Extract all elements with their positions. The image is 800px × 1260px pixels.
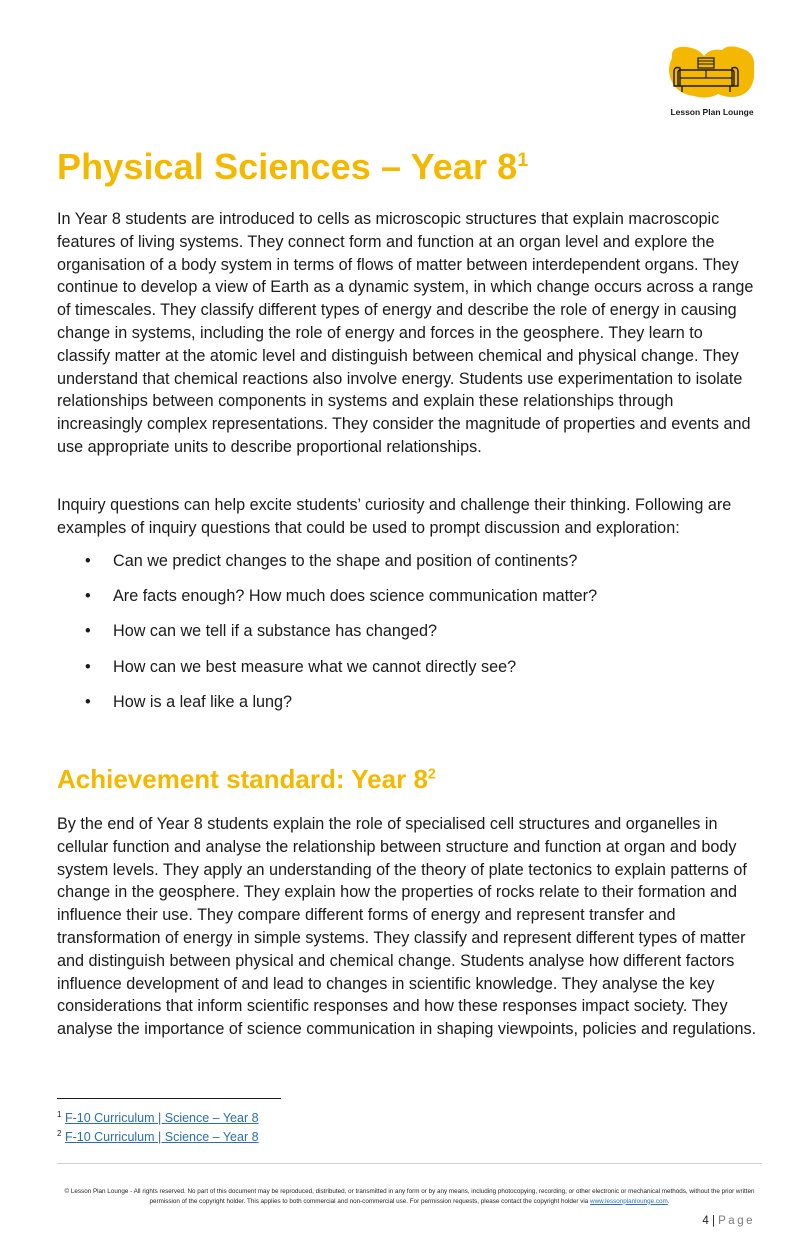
question-text: Are facts enough? How much does science communication matter? [113, 587, 598, 606]
achievement-heading [57, 764, 436, 795]
page-number-value: 4 [702, 1215, 709, 1227]
achievement-paragraph: By the end of Year 8 students explain the role of specialised cell structures and organelles in cellular function and analyse the relationship between structure and function at organ and body system levels. They apply an understanding of the theory of plate tectonics to explain patterns of change in the geosphere. They explain how the properties of rocks relate to their formation and influence their use. They compare different forms of energy and represent transfer and transformation of energy in simple systems. They classify and represent different types of matter and distinguish between physical and chemical change. Students analyse how different factors influence development of and lead to changes in scientific knowledge. They analyse the key considerations that inform scientific responses and how these responses impact society. They analyse the importance of science communication in shaping viewpoints, policies and regulations. [57, 815, 757, 1039]
question-text: How can we tell if a substance has changed? [113, 622, 437, 641]
page-title [57, 146, 528, 188]
page-title-text: Physical Sciences – Year 8 [57, 146, 518, 187]
lesson-plan-lounge-logo [664, 44, 760, 124]
bullet-icon: • [85, 587, 91, 606]
footnote-ref[interactable]: 1 [517, 149, 529, 171]
bullet-icon: • [85, 692, 91, 711]
bullet-icon: • [85, 657, 91, 676]
question-text: Can we predict changes to the shape and position of continents? [113, 552, 578, 570]
intro-paragraph: In Year 8 students are introduced to cells as microscopic structures that explain macroscopic features of living systems. They connect form and function at an organ level and explore the organisation of a body system in terms of flows of matter between interdependent organs. They continue to develop a view of Earth as a dynamic system, in which change occurs across a range of timescales. They classify different types of energy and describe the role of energy in causing change in systems, including the role of energy and forces in the geosphere. They learn to classify matter at the atomic level and distinguish between chemical and physical change. They understand that chemical reactions also involve energy. Students use experimentation to isolate relationships between components in systems and explain these relationships through increasingly complex representations. They consider the magnitude of properties and events and use appropriate units to describe proportional relationships. [57, 210, 754, 456]
footnote-number: 1 [57, 1109, 62, 1119]
inquiry-question-list [57, 550, 757, 726]
footnote-divider [57, 1098, 281, 1099]
copyright-end: . [667, 1197, 670, 1205]
question-text: How is a leaf like a lung? [113, 692, 293, 711]
footnote-number: 2 [57, 1128, 62, 1138]
page-separator: | [711, 1215, 715, 1227]
website-link[interactable]: www.lessonplanlounge.com [590, 1197, 668, 1205]
copyright-text: © Lesson Plan Lounge - All rights reserved. No part of this document may be reproduced, distributed, or transmitted in any form or by any means, including photocopying, recording, or other electronic or mechanical methods, without the prior written permission of the copyright holder. This applies to both commercial and non-commercial use. For permission requests, please contact the copyright holder via [64, 1188, 755, 1205]
achievement-heading-text: Achievement standard: Year 8 [57, 764, 428, 794]
list-item [57, 550, 757, 585]
list-item [57, 620, 757, 655]
question-text: How can we best measure what we cannot directly see? [113, 657, 517, 676]
footnote-1 [57, 1111, 259, 1125]
page-number [702, 1215, 755, 1227]
copyright-notice [57, 1187, 762, 1206]
list-item [57, 656, 757, 691]
logo-text: Lesson Plan Lounge [670, 107, 754, 117]
list-item [57, 691, 757, 726]
footnote-ref[interactable]: 2 [427, 766, 436, 783]
footnote-link[interactable]: F-10 Curriculum | Science – Year 8 [64, 1130, 259, 1144]
couch-icon [664, 44, 760, 104]
footer-divider [57, 1163, 762, 1164]
page-label: Page [718, 1215, 755, 1227]
bullet-icon: • [85, 622, 91, 641]
inquiry-paragraph: Inquiry questions can help excite students’ curiosity and challenge their thinking. Following are examples of inquiry questions that could be used to prompt discussion and exploration: [57, 496, 732, 537]
bullet-icon: • [85, 552, 91, 570]
footnote-2 [57, 1130, 259, 1144]
list-item [57, 585, 757, 620]
footnote-link[interactable]: F-10 Curriculum | Science – Year 8 [64, 1111, 259, 1125]
